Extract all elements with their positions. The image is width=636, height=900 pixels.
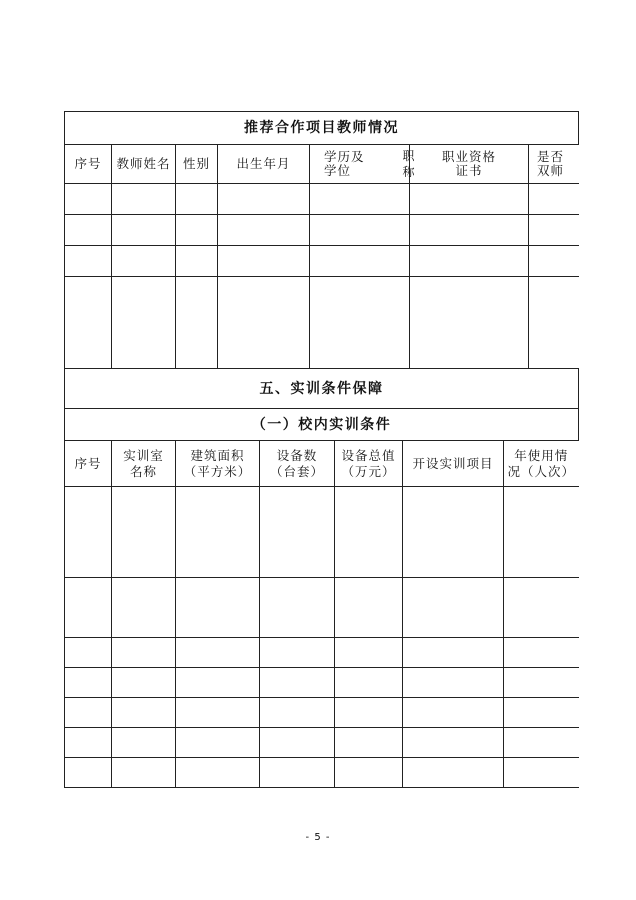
oncampus-cell[interactable] (504, 758, 579, 788)
oncampus-cell[interactable] (403, 668, 504, 698)
oncampus-cell[interactable] (335, 698, 403, 728)
oncampus-cell[interactable] (65, 758, 112, 788)
teacher-cell[interactable] (410, 215, 529, 246)
oncampus-cell[interactable] (112, 758, 176, 788)
oncampus-cell[interactable] (176, 698, 260, 728)
teacher-row (65, 277, 579, 369)
oncampus-cell[interactable] (260, 698, 335, 728)
teacher-header-birth: 出生年月 (218, 145, 310, 184)
teacher-cell[interactable] (112, 215, 176, 246)
teacher-cell[interactable] (176, 277, 218, 369)
oncampus-cell[interactable] (260, 578, 335, 638)
oncampus-cell[interactable] (403, 578, 504, 638)
oncampus-row (65, 668, 579, 698)
oncampus-cell[interactable] (176, 668, 260, 698)
page-number: - 5 - (305, 832, 331, 843)
oncampus-cell[interactable] (504, 728, 579, 758)
teacher-cell[interactable] (176, 215, 218, 246)
teacher-cell[interactable] (176, 184, 218, 215)
teacher-cell[interactable] (65, 184, 112, 215)
oncampus-cell[interactable] (403, 487, 504, 578)
teacher-cell[interactable] (218, 215, 310, 246)
oncampus-header-room: 实训室 名称 (112, 441, 176, 487)
oncampus-cell[interactable] (112, 578, 176, 638)
teacher-cell[interactable] (176, 246, 218, 277)
oncampus-row (65, 728, 579, 758)
oncampus-cell[interactable] (403, 698, 504, 728)
teacher-header-certificate: 职业资格 证书 (410, 145, 529, 184)
teacher-header-dual: 是否 双师 (529, 145, 579, 184)
teacher-cell[interactable] (112, 184, 176, 215)
oncampus-cell[interactable] (65, 638, 112, 668)
teacher-header-gender: 性别 (176, 145, 218, 184)
teacher-cell[interactable] (410, 277, 529, 369)
oncampus-cell[interactable] (403, 638, 504, 668)
teacher-cell[interactable] (112, 277, 176, 369)
oncampus-cell[interactable] (504, 638, 579, 668)
oncampus-cell[interactable] (335, 728, 403, 758)
oncampus-cell[interactable] (260, 728, 335, 758)
teacher-cell[interactable] (529, 246, 579, 277)
oncampus-row (65, 487, 579, 578)
oncampus-header-value: 设备总值 （万元） (335, 441, 403, 487)
teacher-cell[interactable] (529, 277, 579, 369)
oncampus-cell[interactable] (112, 638, 176, 668)
oncampus-header-projects: 开设实训项目 (403, 441, 504, 487)
oncampus-header-devices: 设备数 （台套） (260, 441, 335, 487)
oncampus-cell[interactable] (403, 728, 504, 758)
teacher-cell[interactable] (310, 277, 410, 369)
oncampus-cell[interactable] (260, 758, 335, 788)
oncampus-cell[interactable] (65, 487, 112, 578)
oncampus-cell[interactable] (260, 487, 335, 578)
oncampus-cell[interactable] (176, 638, 260, 668)
oncampus-cell[interactable] (335, 578, 403, 638)
oncampus-cell[interactable] (176, 487, 260, 578)
teacher-cell[interactable] (65, 215, 112, 246)
teacher-cell[interactable] (310, 215, 410, 246)
teacher-cell[interactable] (65, 277, 112, 369)
teacher-cell[interactable] (218, 184, 310, 215)
oncampus-row (65, 638, 579, 668)
oncampus-cell[interactable] (504, 578, 579, 638)
oncampus-cell[interactable] (260, 638, 335, 668)
teachers-section-title: 推荐合作项目教师情况 (65, 112, 579, 145)
teacher-cell[interactable] (218, 246, 310, 277)
teacher-cell[interactable] (310, 184, 410, 215)
teacher-cell[interactable] (310, 246, 410, 277)
oncampus-row (65, 758, 579, 788)
oncampus-cell[interactable] (176, 758, 260, 788)
oncampus-header-area: 建筑面积 （平方米） (176, 441, 260, 487)
teacher-cell[interactable] (112, 246, 176, 277)
oncampus-cell[interactable] (112, 487, 176, 578)
oncampus-cell[interactable] (335, 638, 403, 668)
oncampus-cell[interactable] (335, 487, 403, 578)
oncampus-header-index: 序号 (65, 441, 112, 487)
teacher-cell[interactable] (410, 246, 529, 277)
teacher-row (65, 246, 579, 277)
oncampus-cell[interactable] (65, 728, 112, 758)
section-five-title: 五、实训条件保障 (65, 369, 579, 409)
oncampus-cell[interactable] (176, 728, 260, 758)
oncampus-cell[interactable] (112, 698, 176, 728)
teacher-cell[interactable] (65, 246, 112, 277)
teacher-row (65, 184, 579, 215)
teacher-header-degree: 学历及 学位 (310, 145, 403, 184)
oncampus-cell[interactable] (504, 487, 579, 578)
oncampus-cell[interactable] (176, 578, 260, 638)
teacher-cell[interactable] (410, 184, 529, 215)
oncampus-cell[interactable] (65, 698, 112, 728)
oncampus-row (65, 698, 579, 728)
oncampus-row (65, 578, 579, 638)
teacher-cell[interactable] (529, 184, 579, 215)
oncampus-cell[interactable] (112, 728, 176, 758)
oncampus-section-title: （一）校内实训条件 (65, 409, 579, 441)
oncampus-cell[interactable] (504, 668, 579, 698)
oncampus-cell[interactable] (112, 668, 176, 698)
oncampus-cell[interactable] (260, 668, 335, 698)
oncampus-cell[interactable] (403, 758, 504, 788)
oncampus-cell[interactable] (504, 698, 579, 728)
oncampus-cell[interactable] (65, 578, 112, 638)
application-form-table (64, 111, 579, 788)
teacher-header-name: 教师姓名 (112, 145, 176, 184)
teacher-header-index: 序号 (65, 145, 112, 184)
teacher-header-title: 职称 (403, 145, 410, 184)
oncampus-cell[interactable] (65, 668, 112, 698)
oncampus-cell[interactable] (335, 668, 403, 698)
teacher-cell[interactable] (218, 277, 310, 369)
oncampus-header-usage: 年使用情 况（人次） (504, 441, 579, 487)
oncampus-cell[interactable] (335, 758, 403, 788)
teacher-row (65, 215, 579, 246)
teacher-cell[interactable] (529, 215, 579, 246)
